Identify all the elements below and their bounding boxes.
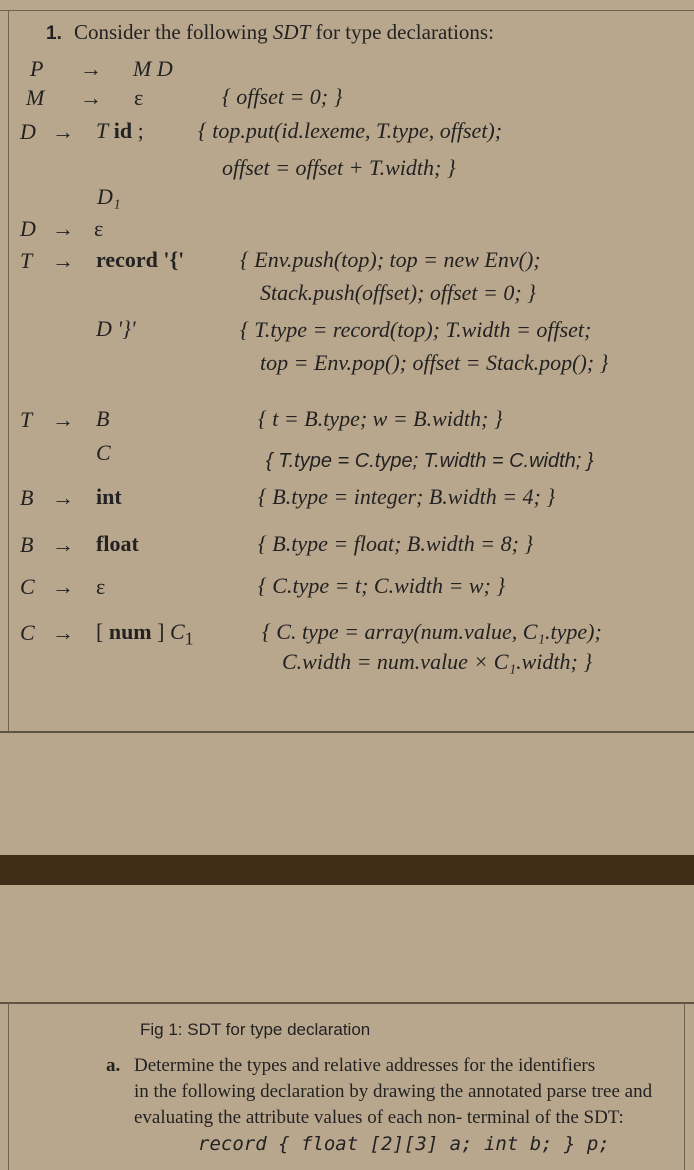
production-lhs: M <box>26 85 45 110</box>
semantic-action: offset = offset + T.width; } <box>222 155 456 180</box>
production-rhs: B <box>96 406 110 431</box>
production-rhs: ε <box>94 216 104 241</box>
production-rhs: int <box>96 484 122 509</box>
arrow: → <box>52 485 74 510</box>
semantic-action: { t = B.type; w = B.width; } <box>258 406 503 431</box>
semantic-action: C.width = num.value × C₁.width; } <box>282 649 593 674</box>
semantic-action: { B.type = integer; B.width = 4; } <box>258 484 556 509</box>
production-rhs: C <box>96 440 111 465</box>
figure-caption: Fig 1: SDT for type declaration <box>140 1020 371 1039</box>
production-lhs: T <box>20 248 33 273</box>
production-rhs: M D <box>133 56 173 81</box>
production-lhs: B <box>20 485 34 510</box>
arrow: → <box>80 56 102 81</box>
production-lhs: C <box>20 620 35 645</box>
declaration-example: record { float [2][3] a; int b; } p; <box>198 1133 610 1155</box>
question-text-sdt: SDT <box>272 20 311 44</box>
arrow: → <box>52 620 74 645</box>
part-a-line-2: in the following declaration by drawing the annotated parse tree and <box>134 1081 653 1102</box>
question-frame-left <box>8 10 9 732</box>
question-frame-top <box>0 10 694 11</box>
production-rhs: ε <box>96 574 106 599</box>
caption-frame-top <box>0 1002 694 1004</box>
semantic-action: { offset = 0; } <box>222 84 343 109</box>
part-a-label: a. <box>106 1055 121 1076</box>
production-rhs: ε <box>134 85 144 110</box>
semantic-action: { C. type = array(num.value, C₁.type); <box>262 619 602 644</box>
semantic-action: { T.type = record(top); T.width = offset; <box>240 317 592 342</box>
production-rhs: D '}' <box>96 316 136 341</box>
semantic-action: { top.put(id.lexeme, T.type, offset); <box>198 118 503 143</box>
semantic-action: { T.type = C.type; T.width = C.width; } <box>266 450 594 472</box>
production-lhs: P <box>30 56 44 81</box>
production-lhs: D <box>20 119 36 144</box>
question-frame-bottom <box>0 731 694 733</box>
part-a-line-1: Determine the types and relative addresses for the identifiers <box>134 1055 596 1076</box>
production-lhs: D <box>20 216 36 241</box>
arrow: → <box>52 248 74 273</box>
arrow: → <box>80 85 102 110</box>
arrow: → <box>52 532 74 557</box>
question-text-post: for type declarations: <box>310 20 494 44</box>
caption-frame-left <box>8 1003 9 1170</box>
question-text-pre: Consider the following <box>74 20 273 44</box>
arrow: → <box>52 216 74 241</box>
arrow: → <box>52 119 74 144</box>
semantic-action: { B.type = float; B.width = 8; } <box>258 531 534 556</box>
production-rhs: T id ; <box>96 118 144 143</box>
caption-frame-right <box>684 1003 685 1170</box>
semantic-action: top = Env.pop(); offset = Stack.pop(); } <box>260 350 609 375</box>
arrow: → <box>52 574 74 599</box>
part-a-line-3: evaluating the attribute values of each non- terminal of the SDT: <box>134 1107 624 1128</box>
production-rhs: [ num ] $C_1$ <box>96 619 194 649</box>
semantic-action: { Env.push(top); top = new Env(); <box>240 247 541 272</box>
production-lhs: T <box>20 407 33 432</box>
semantic-action: { C.type = t; C.width = w; } <box>258 573 506 598</box>
arrow: → <box>52 407 74 432</box>
production-rhs: float <box>96 531 139 556</box>
production-lhs: C <box>20 574 35 599</box>
production-lhs: B <box>20 532 34 557</box>
question-text <box>74 22 494 43</box>
production-rhs: record '{' <box>96 247 185 272</box>
production-rhs: D₁ <box>97 184 121 209</box>
separator-band <box>0 855 694 885</box>
semantic-action: Stack.push(offset); offset = 0; } <box>260 280 536 305</box>
question-number: 1. <box>46 23 62 44</box>
